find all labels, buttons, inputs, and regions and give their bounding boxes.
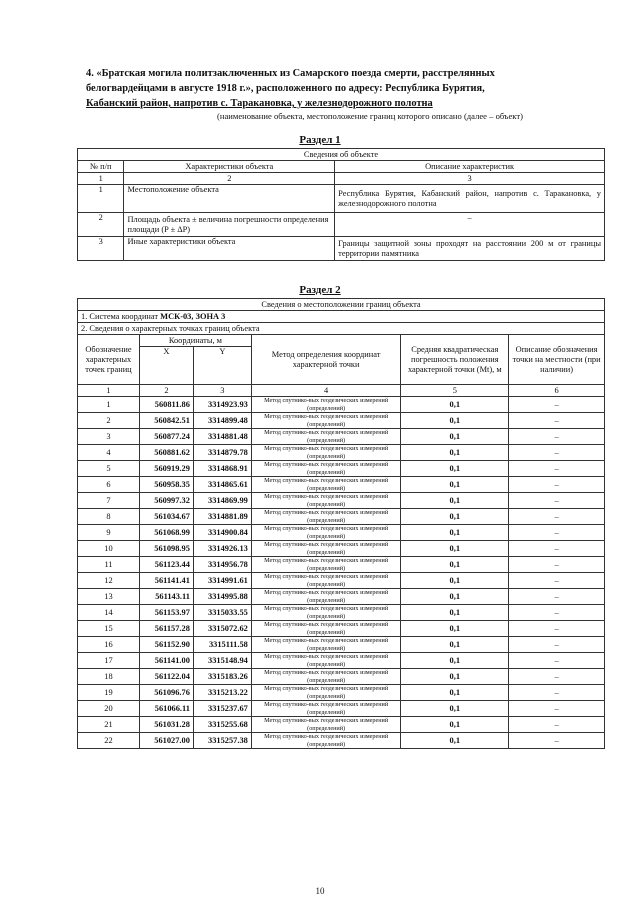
object-heading xyxy=(86,66,596,111)
description-cell: – xyxy=(509,733,605,749)
point-number: 10 xyxy=(78,541,140,557)
table-row xyxy=(78,733,605,749)
method-cell: Метод спутнико-вых геодезических измерений (определений) xyxy=(251,493,401,509)
point-number: 14 xyxy=(78,605,140,621)
table-row xyxy=(78,669,605,685)
point-number: 1 xyxy=(78,397,140,413)
table-row xyxy=(78,477,605,493)
point-number: 8 xyxy=(78,509,140,525)
description-cell: – xyxy=(509,621,605,637)
point-number: 5 xyxy=(78,461,140,477)
error-cell: 0,1 xyxy=(401,717,509,733)
object-info-table xyxy=(77,148,605,261)
x-coordinate: 560811.86 xyxy=(139,397,193,413)
description-cell: – xyxy=(509,429,605,445)
index-cell: 2 xyxy=(124,173,335,185)
table-row xyxy=(78,429,605,445)
x-coordinate: 560842.51 xyxy=(139,413,193,429)
description-cell: – xyxy=(509,445,605,461)
column-header: Координаты, м xyxy=(139,335,251,347)
x-coordinate: 561068.99 xyxy=(139,525,193,541)
x-coordinate: 560958.35 xyxy=(139,477,193,493)
description-cell: – xyxy=(509,637,605,653)
coordinate-system-value: МСК-03, ЗОНА 3 xyxy=(160,312,226,321)
error-cell: 0,1 xyxy=(401,605,509,621)
heading-line-3: Кабанский район, напротив с. Таракановка, у железнодорожного полотна xyxy=(86,98,433,109)
description-cell: Границы защитной зоны проходят на расстоянии 200 м от границы территории памятника xyxy=(335,237,605,261)
description-cell: – xyxy=(509,509,605,525)
point-number: 4 xyxy=(78,445,140,461)
error-cell: 0,1 xyxy=(401,541,509,557)
y-coordinate: 3315033.55 xyxy=(193,605,251,621)
point-number: 15 xyxy=(78,621,140,637)
heading-caption: (наименование объекта, местоположение границ которого описано (далее – объект) xyxy=(217,111,523,121)
index-cell: 1 xyxy=(78,173,124,185)
error-cell: 0,1 xyxy=(401,685,509,701)
table-row xyxy=(78,573,605,589)
method-cell: Метод спутнико-вых геодезических измерений (определений) xyxy=(251,685,401,701)
column-header: Описание характеристик xyxy=(335,161,605,173)
point-number: 6 xyxy=(78,477,140,493)
characteristic-cell: Местоположение объекта xyxy=(124,185,335,213)
error-cell: 0,1 xyxy=(401,397,509,413)
x-coordinate: 561153.97 xyxy=(139,605,193,621)
method-cell: Метод спутнико-вых геодезических измерений (определений) xyxy=(251,413,401,429)
point-number: 19 xyxy=(78,685,140,701)
method-cell: Метод спутнико-вых геодезических измерений (определений) xyxy=(251,461,401,477)
description-cell: – xyxy=(509,685,605,701)
column-header: Y xyxy=(193,347,251,385)
description-cell: Республика Бурятия, Кабанский район, напротив с. Таракановка, у железнодорожного полотна xyxy=(335,185,605,213)
method-cell: Метод спутнико-вых геодезических измерений (определений) xyxy=(251,477,401,493)
x-coordinate: 561098.95 xyxy=(139,541,193,557)
x-coordinate: 561141.41 xyxy=(139,573,193,589)
y-coordinate: 3315237.67 xyxy=(193,701,251,717)
x-coordinate: 561027.00 xyxy=(139,733,193,749)
x-coordinate: 561141.00 xyxy=(139,653,193,669)
page-number: 10 xyxy=(315,886,325,896)
description-cell: – xyxy=(509,717,605,733)
point-number: 20 xyxy=(78,701,140,717)
coordinate-system xyxy=(78,311,605,323)
description-cell: – xyxy=(509,461,605,477)
column-header: Характеристики объекта xyxy=(124,161,335,173)
y-coordinate: 3314881.89 xyxy=(193,509,251,525)
error-cell: 0,1 xyxy=(401,461,509,477)
y-coordinate: 3314881.48 xyxy=(193,429,251,445)
table-row xyxy=(78,445,605,461)
table-row xyxy=(78,621,605,637)
point-number: 13 xyxy=(78,589,140,605)
method-cell: Метод спутнико-вых геодезических измерений (определений) xyxy=(251,573,401,589)
y-coordinate: 3315255.68 xyxy=(193,717,251,733)
point-number: 18 xyxy=(78,669,140,685)
section-2-title: Раздел 2 xyxy=(299,284,341,296)
table-title: Сведения об объекте xyxy=(78,149,605,161)
method-cell: Метод спутнико-вых геодезических измерений (определений) xyxy=(251,701,401,717)
table-row xyxy=(78,653,605,669)
y-coordinate: 3314900.84 xyxy=(193,525,251,541)
y-coordinate: 3314923.93 xyxy=(193,397,251,413)
method-cell: Метод спутнико-вых геодезических измерений (определений) xyxy=(251,429,401,445)
y-coordinate: 3315072.62 xyxy=(193,621,251,637)
table-row xyxy=(78,541,605,557)
method-cell: Метод спутнико-вых геодезических измерений (определений) xyxy=(251,525,401,541)
error-cell: 0,1 xyxy=(401,637,509,653)
method-cell: Метод спутнико-вых геодезических измерений (определений) xyxy=(251,669,401,685)
error-cell: 0,1 xyxy=(401,653,509,669)
error-cell: 0,1 xyxy=(401,589,509,605)
y-coordinate: 3315148.94 xyxy=(193,653,251,669)
table-row xyxy=(78,493,605,509)
y-coordinate: 3314956.78 xyxy=(193,557,251,573)
method-cell: Метод спутнико-вых геодезических измерений (определений) xyxy=(251,397,401,413)
y-coordinate: 3315257.38 xyxy=(193,733,251,749)
table-row xyxy=(78,589,605,605)
point-number: 3 xyxy=(78,429,140,445)
column-header: Описание обозначения точки на местности (при наличии) xyxy=(509,335,605,385)
error-cell: 0,1 xyxy=(401,429,509,445)
x-coordinate: 561031.28 xyxy=(139,717,193,733)
description-cell: – xyxy=(509,701,605,717)
table-row xyxy=(78,397,605,413)
point-number: 16 xyxy=(78,637,140,653)
table-row xyxy=(78,525,605,541)
error-cell: 0,1 xyxy=(401,445,509,461)
x-coordinate: 560877.24 xyxy=(139,429,193,445)
method-cell: Метод спутнико-вых геодезических измерений (определений) xyxy=(251,509,401,525)
y-coordinate: 3314865.61 xyxy=(193,477,251,493)
characteristic-cell: Площадь объекта ± величина погрешности определения площади (P ± ΔP) xyxy=(124,213,335,237)
heading-line-1: 4. «Братская могила политзаключенных из Самарского поезда смерти, расстрелянных xyxy=(86,68,495,79)
x-coordinate: 561123.44 xyxy=(139,557,193,573)
error-cell: 0,1 xyxy=(401,669,509,685)
y-coordinate: 3314991.61 xyxy=(193,573,251,589)
description-cell: – xyxy=(509,669,605,685)
table-row xyxy=(78,461,605,477)
column-header: Средняя квадратическая погрешность положения характерной точки (Mt), м xyxy=(401,335,509,385)
row-number: 2 xyxy=(78,213,124,237)
x-coordinate: 561143.11 xyxy=(139,589,193,605)
x-coordinate: 560881.62 xyxy=(139,445,193,461)
column-header: X xyxy=(139,347,193,385)
index-cell: 2 xyxy=(139,385,193,397)
table-row xyxy=(78,637,605,653)
table-row xyxy=(78,557,605,573)
y-coordinate: 3314869.99 xyxy=(193,493,251,509)
error-cell: 0,1 xyxy=(401,493,509,509)
y-coordinate: 3315183.26 xyxy=(193,669,251,685)
point-rows xyxy=(78,397,605,749)
index-cell: 5 xyxy=(401,385,509,397)
method-cell: Метод спутнико-вых геодезических измерений (определений) xyxy=(251,733,401,749)
method-cell: Метод спутнико-вых геодезических измерений (определений) xyxy=(251,621,401,637)
description-cell: – xyxy=(509,589,605,605)
section-1-title: Раздел 1 xyxy=(299,134,341,146)
points-title: 2. Сведения о характерных точках границ объекта xyxy=(78,323,605,335)
error-cell: 0,1 xyxy=(401,701,509,717)
x-coordinate: 561122.04 xyxy=(139,669,193,685)
description-cell: – xyxy=(509,397,605,413)
method-cell: Метод спутнико-вых геодезических измерений (определений) xyxy=(251,653,401,669)
column-header: Обозначение характерных точек границ xyxy=(78,335,140,385)
x-coordinate: 561096.76 xyxy=(139,685,193,701)
row-number: 1 xyxy=(78,185,124,213)
table-row xyxy=(78,413,605,429)
point-number: 7 xyxy=(78,493,140,509)
row-number: 3 xyxy=(78,237,124,261)
x-coordinate: 561152.90 xyxy=(139,637,193,653)
method-cell: Метод спутнико-вых геодезических измерений (определений) xyxy=(251,541,401,557)
y-coordinate: 3315111.58 xyxy=(193,637,251,653)
error-cell: 0,1 xyxy=(401,573,509,589)
point-number: 9 xyxy=(78,525,140,541)
table-row xyxy=(78,509,605,525)
x-coordinate: 561034.67 xyxy=(139,509,193,525)
method-cell: Метод спутнико-вых геодезических измерений (определений) xyxy=(251,637,401,653)
index-cell: 6 xyxy=(509,385,605,397)
y-coordinate: 3314879.78 xyxy=(193,445,251,461)
description-cell: – xyxy=(509,541,605,557)
description-cell: – xyxy=(509,493,605,509)
y-coordinate: 3314868.91 xyxy=(193,461,251,477)
description-cell: – xyxy=(509,573,605,589)
description-cell: – xyxy=(509,557,605,573)
error-cell: 0,1 xyxy=(401,509,509,525)
description-cell: – xyxy=(335,213,605,237)
boundary-points-table xyxy=(77,298,605,749)
description-cell: – xyxy=(509,605,605,621)
table-title: Сведения о местоположении границ объекта xyxy=(78,299,605,311)
method-cell: Метод спутнико-вых геодезических измерений (определений) xyxy=(251,605,401,621)
index-cell: 4 xyxy=(251,385,401,397)
point-number: 2 xyxy=(78,413,140,429)
x-coordinate: 560997.32 xyxy=(139,493,193,509)
method-cell: Метод спутнико-вых геодезических измерений (определений) xyxy=(251,589,401,605)
table-row xyxy=(78,605,605,621)
error-cell: 0,1 xyxy=(401,733,509,749)
index-cell: 3 xyxy=(193,385,251,397)
y-coordinate: 3314926.13 xyxy=(193,541,251,557)
table-row xyxy=(78,717,605,733)
column-header: Метод определения координат характерной точки xyxy=(251,335,401,385)
heading-line-2: белогвардейцами в августе 1918 г.», расположенного по адресу: Республика Бурятия, xyxy=(86,83,485,94)
method-cell: Метод спутнико-вых геодезических измерений (определений) xyxy=(251,557,401,573)
point-number: 11 xyxy=(78,557,140,573)
coordinate-system-label: 1. Система координат xyxy=(81,312,161,321)
index-cell: 3 xyxy=(335,173,605,185)
y-coordinate: 3314995.88 xyxy=(193,589,251,605)
method-cell: Метод спутнико-вых геодезических измерений (определений) xyxy=(251,445,401,461)
y-coordinate: 3314899.48 xyxy=(193,413,251,429)
error-cell: 0,1 xyxy=(401,621,509,637)
x-coordinate: 561157.28 xyxy=(139,621,193,637)
description-cell: – xyxy=(509,413,605,429)
description-cell: – xyxy=(509,477,605,493)
x-coordinate: 561066.11 xyxy=(139,701,193,717)
error-cell: 0,1 xyxy=(401,525,509,541)
error-cell: 0,1 xyxy=(401,477,509,493)
error-cell: 0,1 xyxy=(401,557,509,573)
point-number: 21 xyxy=(78,717,140,733)
point-number: 22 xyxy=(78,733,140,749)
error-cell: 0,1 xyxy=(401,413,509,429)
index-cell: 1 xyxy=(78,385,140,397)
table-row xyxy=(78,685,605,701)
description-cell: – xyxy=(509,653,605,669)
point-number: 12 xyxy=(78,573,140,589)
characteristic-cell: Иные характеристики объекта xyxy=(124,237,335,261)
y-coordinate: 3315213.22 xyxy=(193,685,251,701)
method-cell: Метод спутнико-вых геодезических измерений (определений) xyxy=(251,717,401,733)
table-row xyxy=(78,701,605,717)
description-cell: – xyxy=(509,525,605,541)
column-header: № п/п xyxy=(78,161,124,173)
x-coordinate: 560919.29 xyxy=(139,461,193,477)
point-number: 17 xyxy=(78,653,140,669)
